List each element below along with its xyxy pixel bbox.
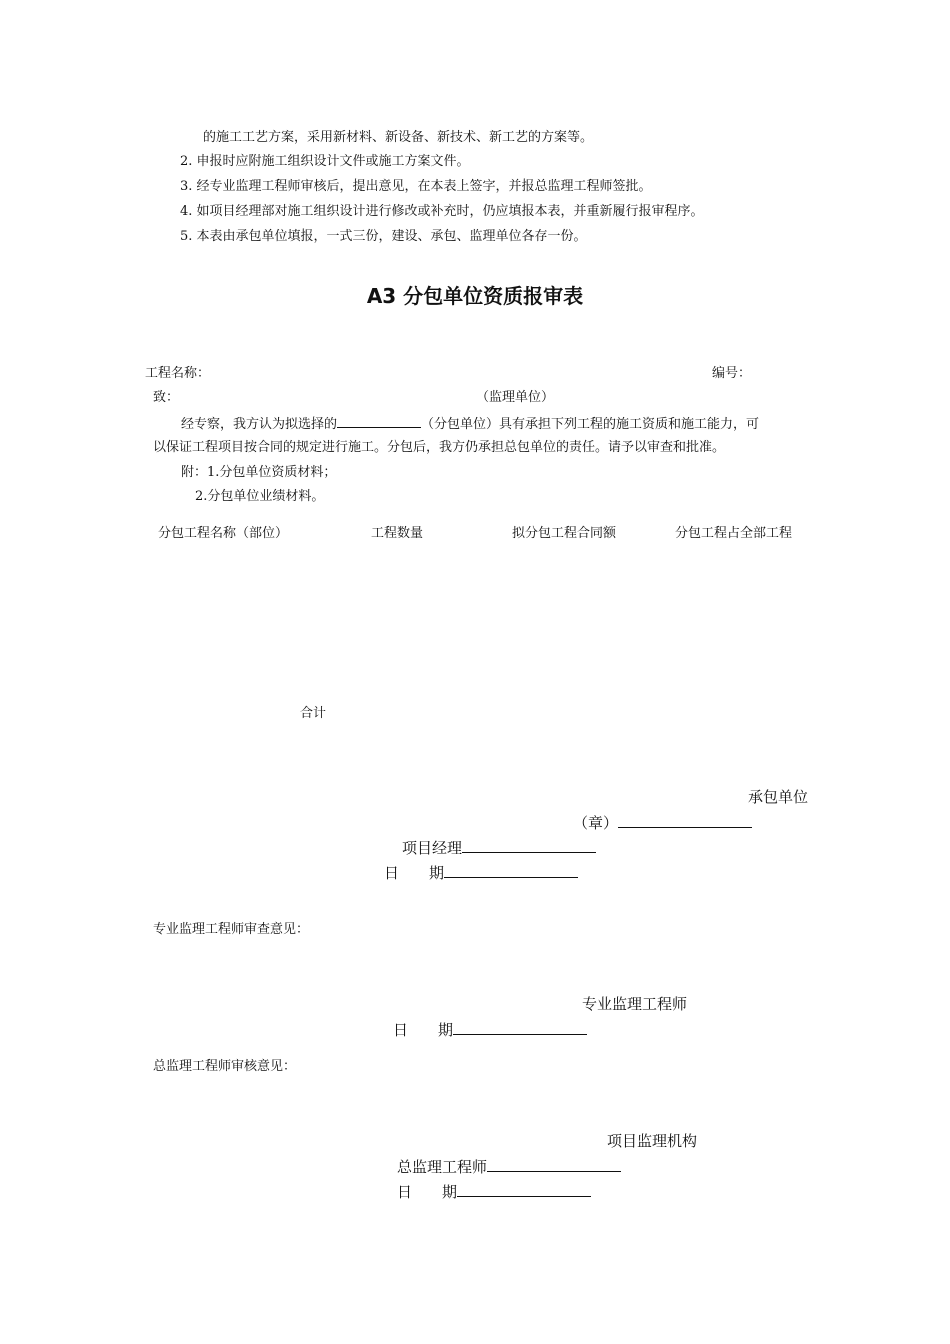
contractor-date-label: 日 期 (384, 864, 445, 882)
chief-sign-label: 总监理工程师 (397, 1158, 488, 1176)
specialist-sign-label: 专业监理工程师 (582, 995, 688, 1013)
seal-label: （章） (573, 814, 619, 832)
note-line-5: 5. 本表由承包单位填报，一式三份，建设、承包、监理单位各存一份。 (180, 229, 587, 244)
table-total-label: 合计 (300, 706, 327, 721)
table-header-name: 分包工程名称（部位） (158, 526, 289, 541)
chief-date-blank[interactable] (457, 1182, 591, 1197)
project-manager-label: 项目经理 (402, 839, 463, 857)
contractor-seal-line (573, 813, 752, 832)
chief-opinion-label: 总监理工程师审核意见： (153, 1059, 297, 1074)
specialist-opinion-label: 专业监理工程师审查意见： (153, 922, 310, 937)
chief-sign-blank[interactable] (487, 1157, 621, 1172)
specialist-date-blank[interactable] (453, 1020, 587, 1035)
supervisor-unit-label: （监理单位） (476, 390, 555, 405)
body-suffix: （分包单位）具有承担下列工程的施工资质和施工能力，可 (421, 417, 760, 432)
body-line-2: 以保证工程项目按合同的规定进行施工。分包后，我方仍承担总包单位的责任。请予以审查和批准。 (153, 440, 726, 455)
body-line-1 (181, 415, 759, 433)
table-header-percentage: 分包工程占全部工程 (675, 526, 793, 541)
number-label: 编号： (712, 366, 752, 381)
form-title: A3 分包单位资质报审表 (366, 284, 584, 308)
to-label: 致： (153, 390, 180, 405)
contractor-date-line (384, 863, 578, 882)
note-line-3: 3. 经专业监理工程师审核后，提出意见，在本表上签字，并报总监理工程师签批。 (180, 179, 652, 194)
seal-blank[interactable] (618, 813, 752, 828)
attachment-1: 附：1.分包单位资质材料； (181, 465, 337, 480)
specialist-date-label: 日 期 (393, 1021, 454, 1039)
contractor-date-blank[interactable] (444, 863, 578, 878)
body-prefix: 经专察，我方认为拟选择的 (181, 417, 338, 432)
table-header-contract-amount: 拟分包工程合同额 (512, 526, 617, 541)
note-line-2: 2. 申报时应附施工组织设计文件或施工方案文件。 (180, 154, 470, 169)
subcontractor-blank[interactable] (337, 415, 421, 428)
project-name-label: 工程名称： (145, 366, 211, 381)
supervision-org-label: 项目监理机构 (607, 1132, 698, 1150)
attachment-2: 2.分包单位业绩材料。 (195, 489, 325, 504)
note-line-4: 4. 如项目经理部对施工组织设计进行修改或补充时，仍应填报本表，并重新履行报审程序。 (180, 204, 704, 219)
project-manager-blank[interactable] (462, 838, 596, 853)
contractor-unit-label: 承包单位 (748, 788, 809, 806)
chief-date-line (397, 1182, 591, 1201)
specialist-date-line (393, 1020, 587, 1039)
chief-sign-line (397, 1157, 621, 1176)
note-line-0: 的施工工艺方案，采用新材料、新设备、新技术、新工艺的方案等。 (203, 130, 594, 145)
project-manager-line (402, 838, 596, 857)
chief-date-label: 日 期 (397, 1183, 458, 1201)
table-header-quantity: 工程数量 (371, 526, 424, 541)
